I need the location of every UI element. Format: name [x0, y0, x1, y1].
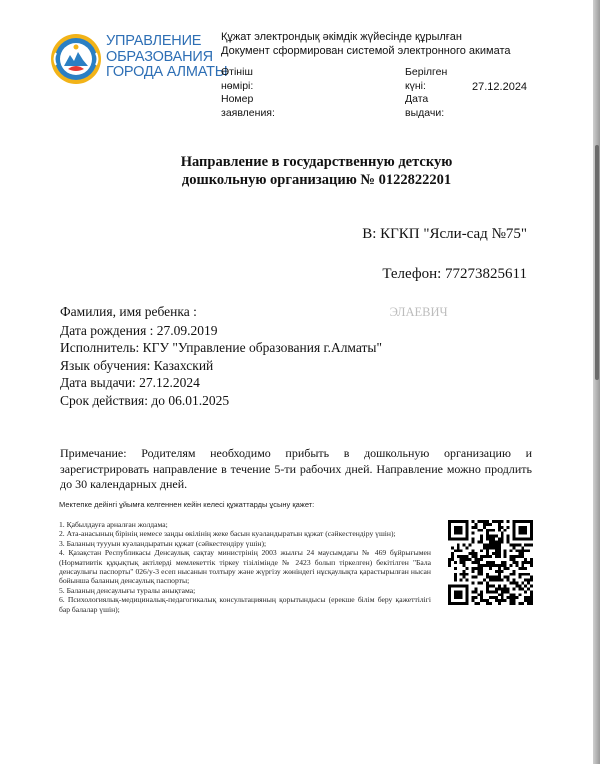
kz-docs-list [59, 520, 431, 614]
issue-date-value: 27.12.2024 [472, 81, 528, 93]
logo-line-2: ОБРАЗОВАНИЯ [106, 48, 213, 65]
recipient-phone: Телефон: 77273825611 [382, 266, 527, 282]
recipient-organization: В: КГКП "Ясли-сад №75" [362, 226, 527, 242]
scrollbar[interactable] [595, 145, 599, 380]
issue-date-label-ru: Дата выдачи: [405, 93, 445, 119]
child-info [60, 303, 448, 409]
logo-title [106, 34, 227, 81]
doc-item-4: 4. Қазақстан Республикасы Денсаулық сақтау министрінің 2003 жылғы 24 маусымдағы № 469 бұйрығымен (Нормативтік құқықтық актілерді мемлекеттік тіркеу тізілімінде № 2423 болып тіркелген) бекітілген "Бала денсаулығы паспорты" 026/у-3 есеп нысанын толтыру және жүргізу жөніндегі нұсқаулықта қарастырылған нысан бойынша баланың денсаулық паспорты; [59, 548, 431, 586]
executor: Исполнитель: КГУ "Управление образования г.Алматы" [60, 340, 383, 355]
header-line-ru: Документ сформирован системой электронного акимата [221, 45, 511, 57]
kz-docs-heading: Мектепке дейінгі ұйымға келгеннен кейін келесі құжаттарды ұсыну қажет: [59, 500, 315, 509]
logo-line-3: ГОРОДА АЛМАТЫ [106, 64, 228, 80]
page-edge [593, 0, 600, 764]
application-number-label-ru: Номер заявления: [221, 93, 275, 119]
child-name-row [60, 303, 448, 322]
issue-date-label-kz: Берілген күні: [405, 66, 448, 92]
validity: Срок действия: до 06.01.2025 [60, 392, 230, 408]
note: Примечание: Родителям необходимо прибыть в дошкольную организацию и зарегистрировать направление в течение 5-ти рабочих дней. Направление можно продлить до 30 календарных дней. [60, 446, 532, 491]
birth-date: Дата рождения : 27.09.2019 [60, 322, 218, 338]
issue-date: Дата выдачи: 27.12.2024 [60, 375, 200, 390]
doc-item-6: 6. Психологиялық-медициналық-педагогикалық консультацияның қорытындысы (ерекше білім беру қажеттілігі бар балалар үшін); [59, 595, 431, 614]
header-line-kz: Құжат электрондық әкімдік жүйесінде құрылған [221, 31, 462, 43]
child-name-label: Фамилия, имя ребенка : [60, 304, 197, 319]
application-number-label-kz: Өтініш нөмірі: [221, 66, 254, 92]
title-line-2: дошкольную организацию № 0122822201 [181, 172, 452, 188]
logo-line-1: УПРАВЛЕНИЕ [106, 33, 202, 49]
page-title [0, 153, 593, 189]
doc-item-3: 3. Баланың туууын куәландыратын құжат (сәйкестендіру үшін); [59, 538, 267, 548]
almaty-emblem-icon [50, 33, 102, 85]
title-line-1: Направление в государственную детскую [180, 154, 453, 170]
child-name-value: ЭЛАЕВИЧ [389, 305, 448, 319]
language: Язык обучения: Казахский [60, 357, 214, 373]
doc-item-1: 1. Қабылдауға арналған жолдама; [59, 520, 168, 529]
qr-code-icon [448, 520, 533, 605]
doc-item-5: 5. Баланың денсаулығы туралы анықтама; [59, 585, 196, 595]
doc-item-2: 2. Ата-анасының бірінің немесе заңды өкілінің жеке басын куәландыратын құжат (сәйкестендіру үшін); [59, 529, 396, 539]
